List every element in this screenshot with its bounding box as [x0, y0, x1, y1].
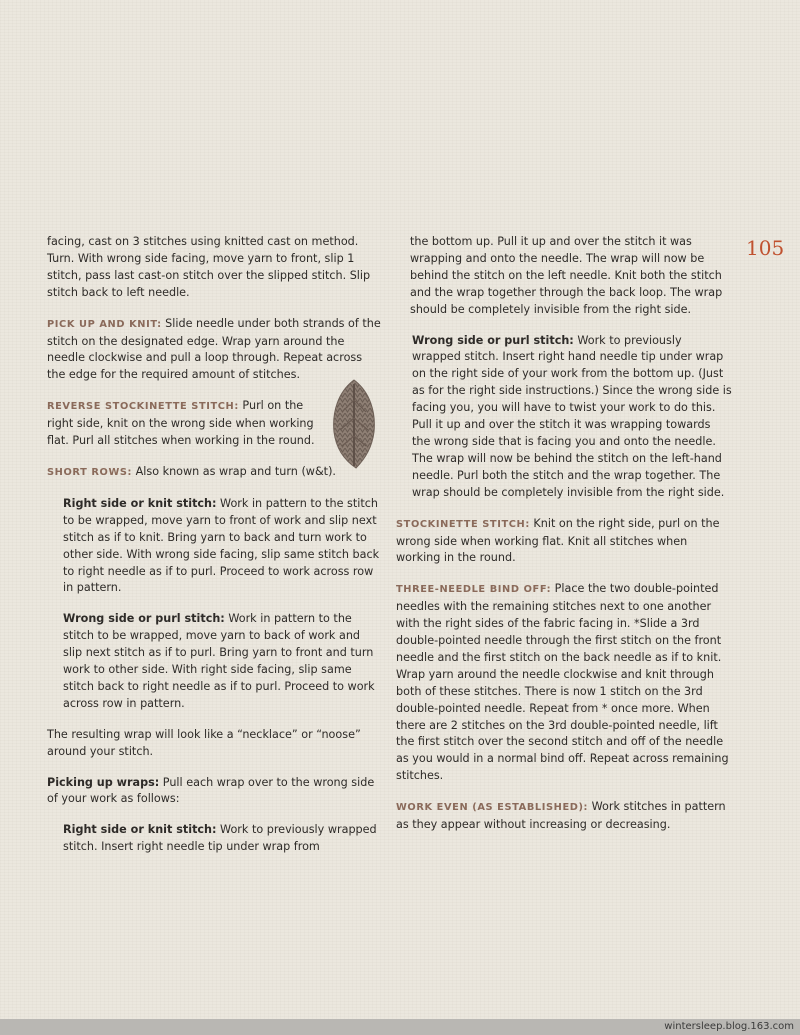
ws-purl-text: Work in pattern to the stitch to be wrapped, move yarn to back of work and slip next stitch as if to purl. Bring yarn to front and turn work to other side. With right side facing, slip same stitch back to right needle as if to purl. Proceed to work across row in pattern.	[63, 612, 375, 710]
paragraph-bottom-up: the bottom up. Pull it up and over the stitch it was wrapping and onto the needle. The wrap will now be behind the stitch on the left needle. Knit both the stitch and the wrap together through the back loop. The wrap should be completely invisible from the right side.	[410, 235, 723, 316]
watermark: wintersleep.blog.163.com	[664, 1021, 794, 1032]
work-even-heading: WORK EVEN (AS ESTABLISHED):	[396, 802, 589, 814]
reverse-text: Purl on the right side, knit on the wrong side when working flat. Purl all stitches when working in the round.	[47, 399, 315, 448]
resulting-wrap: The resulting wrap will look like a “necklace” or “noose” around your stitch.	[47, 727, 361, 758]
short-rows-heading: SHORT ROWS:	[47, 466, 133, 478]
right-column	[396, 234, 732, 848]
paragraph-cast-on: facing, cast on 3 stitches using knitted cast on method. Turn. With wrong side facing, move yarn to front, slip 1 stitch, pass last cast-on stitch over the slipped stitch. Slip stitch back to left needle.	[47, 235, 371, 299]
reverse-heading: REVERSE STOCKINETTE STITCH:	[47, 401, 239, 413]
pick-up-text: Slide needle under both strands of the stitch on the designated edge. Wrap yarn around the needle clockwise and pull a loop through. Repeat across the edge for the required amount of stitches.	[47, 316, 381, 382]
ws-purl-heading: Wrong side or purl stitch:	[63, 612, 225, 626]
reverse-stockinette	[47, 398, 317, 450]
stockinette-text: Knit on the right side, purl on the wrong side when working flat. Knit all stitches when working in the round.	[396, 516, 720, 565]
page-number: 105	[746, 236, 785, 260]
picking-text: Pull each wrap over to the wrong side of your work as follows:	[47, 775, 375, 806]
rs-knit2-heading: Right side or knit stitch:	[63, 823, 217, 837]
reverse-stockinette-block	[47, 398, 382, 450]
three-needle-bind-off	[396, 581, 732, 785]
picking-heading: Picking up wraps:	[47, 775, 160, 789]
pick-up-heading: PICK UP AND KNIT:	[47, 318, 162, 330]
rs-knit-stitch	[63, 496, 382, 597]
pick-up-and-knit	[47, 316, 382, 385]
ws-purl2-heading: Wrong side or purl stitch:	[412, 333, 574, 347]
ws-purl-stitch-2	[412, 333, 732, 502]
work-even-text: Work stitches in pattern as they appear without increasing or decreasing.	[396, 800, 726, 832]
three-needle-text: Place the two double-pointed needles with the remaining stitches next to one another with the right sides of the fabric facing in. *Slide a 3rd double-pointed needle through the first stitch on the front needle and the first stitch on the back needle as if to knit. Wrap yarn around the needle clockwise and knit through both of these stitches. There is now 1 stitch on the 3rd double-pointed needle. Repeat from * once more. When there are 2 stitches on the 3rd double-pointed needle, lift the first stitch over the second stitch and off of the needle as you would in a normal bind off. Repeat across remaining stitches.	[396, 582, 729, 783]
three-needle-heading: THREE-NEEDLE BIND OFF:	[396, 584, 552, 596]
short-rows-text: Also known as wrap and turn (w&t).	[132, 464, 336, 478]
rs-knit-text: Work in pattern to the stitch to be wrapped, move yarn to front of work and slip next stitch as if to knit. Bring yarn to back and turn work to other side. With wrong side facing, slip same stitch back to right needle as if to purl. Proceed to work across row in pattern.	[63, 496, 380, 595]
work-even	[396, 799, 732, 834]
knitted-leaf-image	[330, 378, 378, 470]
rs-knit2-text: Work to previously wrapped stitch. Insert right needle tip under wrap from	[63, 823, 377, 854]
rs-knit-heading: Right side or knit stitch:	[63, 496, 217, 510]
ws-purl-stitch	[63, 611, 382, 712]
stockinette-stitch	[396, 516, 732, 568]
stockinette-heading: STOCKINETTE STITCH:	[396, 518, 530, 530]
ws-purl2-text: Work to previously wrapped stitch. Insert right hand needle tip under wrap on the right side of your work from the bottom up. (Just as for the right side instructions.) Since the wrong side is facing you, you will have to twist your work to do this. Pull it up and over the stitch it was wrapping towards the wrong side that is facing you and onto the needle. The wrap will now be behind the stitch on the left-hand needle. Purl both the stitch and the wrap together. The wrap should be completely invisible from the right side.	[412, 333, 732, 499]
rs-knit-stitch-2	[63, 822, 382, 856]
left-column	[47, 234, 382, 870]
picking-up-wraps	[47, 775, 382, 809]
